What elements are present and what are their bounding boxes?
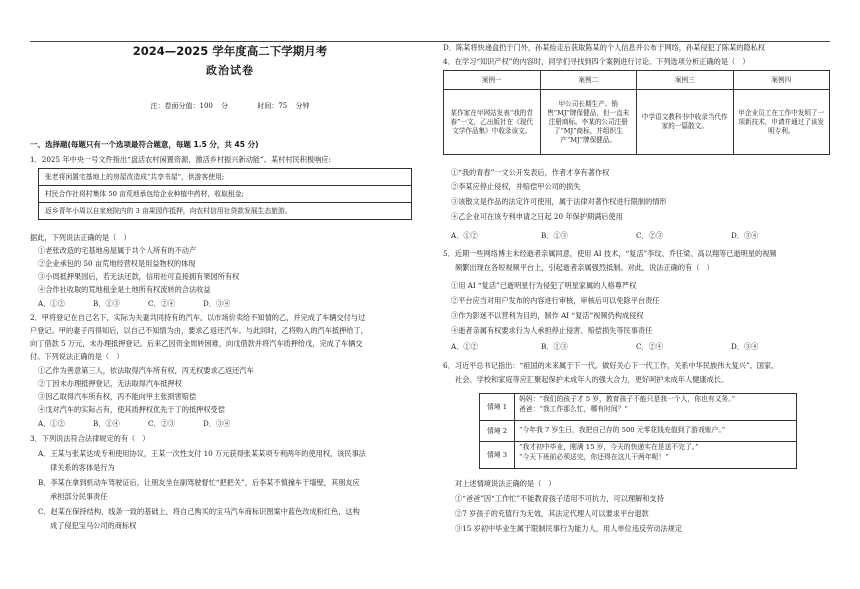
- q1-box-line: 返乡青年小周以自家庭院内的 3 亩果园作抵押，向农村信用社贷款发展生态旅游。: [45, 207, 292, 215]
- q1-scenario-box: [38, 168, 412, 220]
- option-d[interactable]: D．③④: [731, 231, 759, 240]
- case-header: 案例一: [444, 71, 541, 90]
- option-a[interactable]: A．①②: [451, 231, 478, 240]
- context-row: [480, 421, 796, 442]
- context-label: 情境 2: [480, 421, 515, 441]
- q1-box-line: 张老将闲置宅基地上的房屋改造成“共享书屋”，供游客使用;: [39, 169, 411, 186]
- q2-item: ①乙作为善意第三人，依法取得汽车所有权，丙无权要求乙返还汽车: [38, 366, 254, 375]
- q3-stem: 3．下列说法符合法律规定的有（ ）: [30, 434, 150, 443]
- q3-option-c-cont: 成了侵犯宝马公司的商标权: [50, 521, 137, 530]
- q6-item: ①“爸爸”因“工作忙”不能教育孩子适用不可抗力，可以理解和支持: [455, 494, 664, 503]
- q5-item: ④逝者亲属有权要求行为人承担停止侵害、赔偿损失等民事责任: [451, 326, 653, 335]
- q3-option-a[interactable]: A．王某与张某达成专利使用协议，王某一次性支付 10 万元获得张某某项专利两年的使用权，该民事法: [38, 449, 366, 458]
- q3-option-a-cont: 律关系的客体是行为: [50, 463, 115, 472]
- context-line: “今天下班前必须送完，你还得在这儿干两年呢！”: [519, 452, 669, 461]
- q2-item: ②丁因未办理抵押登记，无法取得汽车抵押权: [38, 379, 182, 388]
- q1-options: [38, 299, 258, 309]
- case-cell: 甲企业员工在工作中发明了一项新技术，申请并通过了该发明专利。: [733, 90, 830, 155]
- q1-item: ④合作社收取的荒地租金是土地所有权流转的合法收益: [38, 285, 211, 294]
- q3-option-c[interactable]: C．赵某在保持结构、线条一致的基础上，将自己购买的宝马汽车商标识图案中蓝色改成粉红色，这构: [38, 507, 360, 516]
- q5-item: ③作为影迷不以营利为目的，制作 AI “复活”视频仍构成侵权: [451, 311, 644, 320]
- q1-box-line: 村民合作社将村集体 50 亩荒地承包给企业种植中药材，收取租金;: [39, 186, 411, 203]
- case-cell: 某作家在甲网站发表“我的青春”一文，乙出版社在《现代文学作品集》中收录该文。: [444, 90, 541, 155]
- q3-option-b-cont: 承担部分民事责任: [50, 492, 108, 501]
- context-label: 情境 3: [480, 442, 515, 468]
- option-d[interactable]: D．③④: [731, 342, 759, 351]
- header-rule: [30, 41, 830, 42]
- q2-item: ④戊对汽车的实际占有，使其质押权优先于丁的抵押权受偿: [38, 405, 225, 414]
- q5-stem: 5．近期一些网络博主未经逝者亲属同意，使用 AI 技术，“复活”李玟、乔任梁、高以翔等已逝明星的视频: [443, 249, 777, 258]
- case-header: 案例三: [637, 71, 734, 90]
- q4-item: ③该散文是作品的法定许可使用，属于法律对著作权进行限制的情形: [451, 197, 667, 206]
- option-b[interactable]: B．①③: [541, 342, 568, 351]
- q4-options: [451, 231, 786, 241]
- q2-item: ③因乙取得汽车所有权，丙不能向甲主张损害赔偿: [38, 392, 197, 401]
- context-row: [480, 394, 796, 421]
- context-row: [480, 442, 796, 468]
- q1-ask: 据此，下列说法正确的是（ ）: [30, 233, 131, 242]
- context-line: 爸爸：“我工作那么忙，哪有时间？”: [519, 404, 628, 413]
- q4-item: ①“我的青春”一文公开发表后，作者才享有著作权: [451, 168, 610, 177]
- case-cell: 中学语文教科书中收录当代作家的一篇散文。: [637, 90, 734, 155]
- option-b[interactable]: B．①④: [93, 419, 120, 428]
- option-a[interactable]: A．①②: [38, 299, 65, 308]
- context-line: “我才初中毕业，刚满 15 岁，今天的快递实在是送不完了。”: [519, 443, 699, 451]
- q4-stem: 4．在学习“知识产权”的内容时，同学们寻找到四个案例进行讨论。下列选项分析正确的是（ ）: [443, 57, 750, 66]
- score-info: 注：卷面分值：100 分: [150, 102, 229, 110]
- case-header: 案例二: [540, 71, 637, 90]
- q1-item: ②企业承包的 50 亩荒地经营权是用益物权的体现: [38, 259, 196, 268]
- q2-stem: 2．甲将登记在自己名下，实际为夫妻共同持有的汽车，以市场价卖给不知情的乙，并完成了车辆交付与过: [30, 313, 366, 322]
- option-b[interactable]: B．①③: [541, 231, 568, 240]
- q2-stem: 付。下列说法正确的是（ ）: [30, 352, 124, 361]
- q5-options: [451, 342, 786, 352]
- context-label: 情境 1: [480, 394, 515, 420]
- q4-item: ②李某应停止侵权，并赔偿甲公司的损失: [451, 182, 581, 191]
- context-line: 妈妈：“我们的孩子才 5 岁，教育孩子不能只是我一个人，你也有义务。”: [519, 395, 736, 403]
- option-c[interactable]: C．②④: [636, 342, 664, 351]
- q2-stem: 户登记。甲的妻子丙得知后，以自己不知情为由，要求乙返还汽车。与此同时，乙将购入的汽车抵押给丁，: [30, 326, 368, 335]
- q2-options: [38, 419, 258, 429]
- q6-item: ②7 岁孩子的充值行为无效，其法定代理人可以要求平台退款: [455, 509, 649, 518]
- q6-item: ③15 岁初中毕业生属于限制民事行为能力人，用人单位违反劳动法规定: [455, 524, 683, 533]
- q5-item: ①用 AI “复活”已逝明星行为侵犯了明星家属的人格尊严权: [451, 281, 637, 290]
- context-text: [515, 421, 729, 441]
- q2-stem: 向丁借款 5 万元，未办理抵押登记。后来乙因资金周转困难，向戊借款并将汽车质押给戊，完成了车辆交: [30, 339, 363, 348]
- option-c[interactable]: C．②④: [148, 299, 176, 308]
- option-a[interactable]: A．①②: [451, 342, 478, 351]
- q3-option-d[interactable]: D．陈某将快递盒扔于门外，孙某捡走后获取陈某的个人信息并公布于网络，孙某侵犯了陈某的隐私权: [443, 43, 766, 52]
- case-header: 案例四: [733, 71, 830, 90]
- q3-option-b[interactable]: B．李某在拿到机动车驾驶证后，让朋友坐在副驾驶督忙“把把关”，后李某不慎撞车于墙壁，其朋友应: [38, 478, 360, 487]
- option-d[interactable]: D．③④: [203, 419, 231, 428]
- q6-ask: 对上述情境说法正确的是（ ）: [455, 479, 556, 488]
- q4-item: ④乙企业可在该专利申请之日起 20 年保护期满后使用: [451, 212, 623, 221]
- exam-title: 2024—2025 学年度高二下学期月考: [132, 44, 328, 58]
- q1-item: ③小周抵押果园后，若无法还款，信用社可直接拥有果园所有权: [38, 272, 240, 281]
- q5-stem: 频繁出现在各短视频平台上，引起逝者亲属强烈抵制。对此，说法正确的有（ ）: [455, 263, 714, 272]
- context-text: [515, 394, 739, 420]
- q6-context-table: [479, 393, 797, 469]
- context-line: “今年我 7 岁生日，我把自己存的 500 元零花钱充值到了游戏账户。”: [519, 426, 726, 435]
- exam-info: [30, 101, 430, 111]
- option-c[interactable]: C．②③: [636, 231, 664, 240]
- q6-stem: 6．习近平总书记指出：“祖国的未来属于下一代。做好关心下一代工作，关系中华民族伟大复兴”。国家、: [443, 361, 779, 370]
- section-heading: 一、选择题(每题只有一个选项最符合题意，每题 1.5 分，共 45 分): [30, 140, 259, 149]
- subject-title: 政治试卷: [206, 64, 254, 77]
- q4-case-table: [443, 70, 830, 155]
- context-text: [515, 442, 703, 468]
- case-cell: 甲公司长期生产、销售“MJ”牌保健品，但一直未注册商标。李某的公司注册了“MJ”商标，并组织生产“MJ”牌保健品。: [540, 90, 637, 155]
- option-b[interactable]: B．①③: [93, 299, 120, 308]
- q1-stem: 1．2025 年中央一号文件指出“盘活农村闲置资源，激活乡村振兴新动能”。某村村民积极响应:: [30, 155, 331, 164]
- q6-stem: 社会、学校和家庭等应汇聚起保护未成年人的强大合力，更好呵护未成年人健康成长。: [455, 375, 729, 384]
- option-a[interactable]: A．①②: [38, 419, 65, 428]
- time-info: 时间：75 分钟: [257, 102, 310, 110]
- option-c[interactable]: C．②③: [148, 419, 176, 428]
- q5-item: ②平台应当对用户发布的内容进行审核，审核后可以免除平台责任: [451, 296, 660, 305]
- option-d[interactable]: D．③④: [203, 299, 231, 308]
- q1-item: ①老张改造的宅基地房屋属于共个人所有的不动产: [38, 246, 197, 255]
